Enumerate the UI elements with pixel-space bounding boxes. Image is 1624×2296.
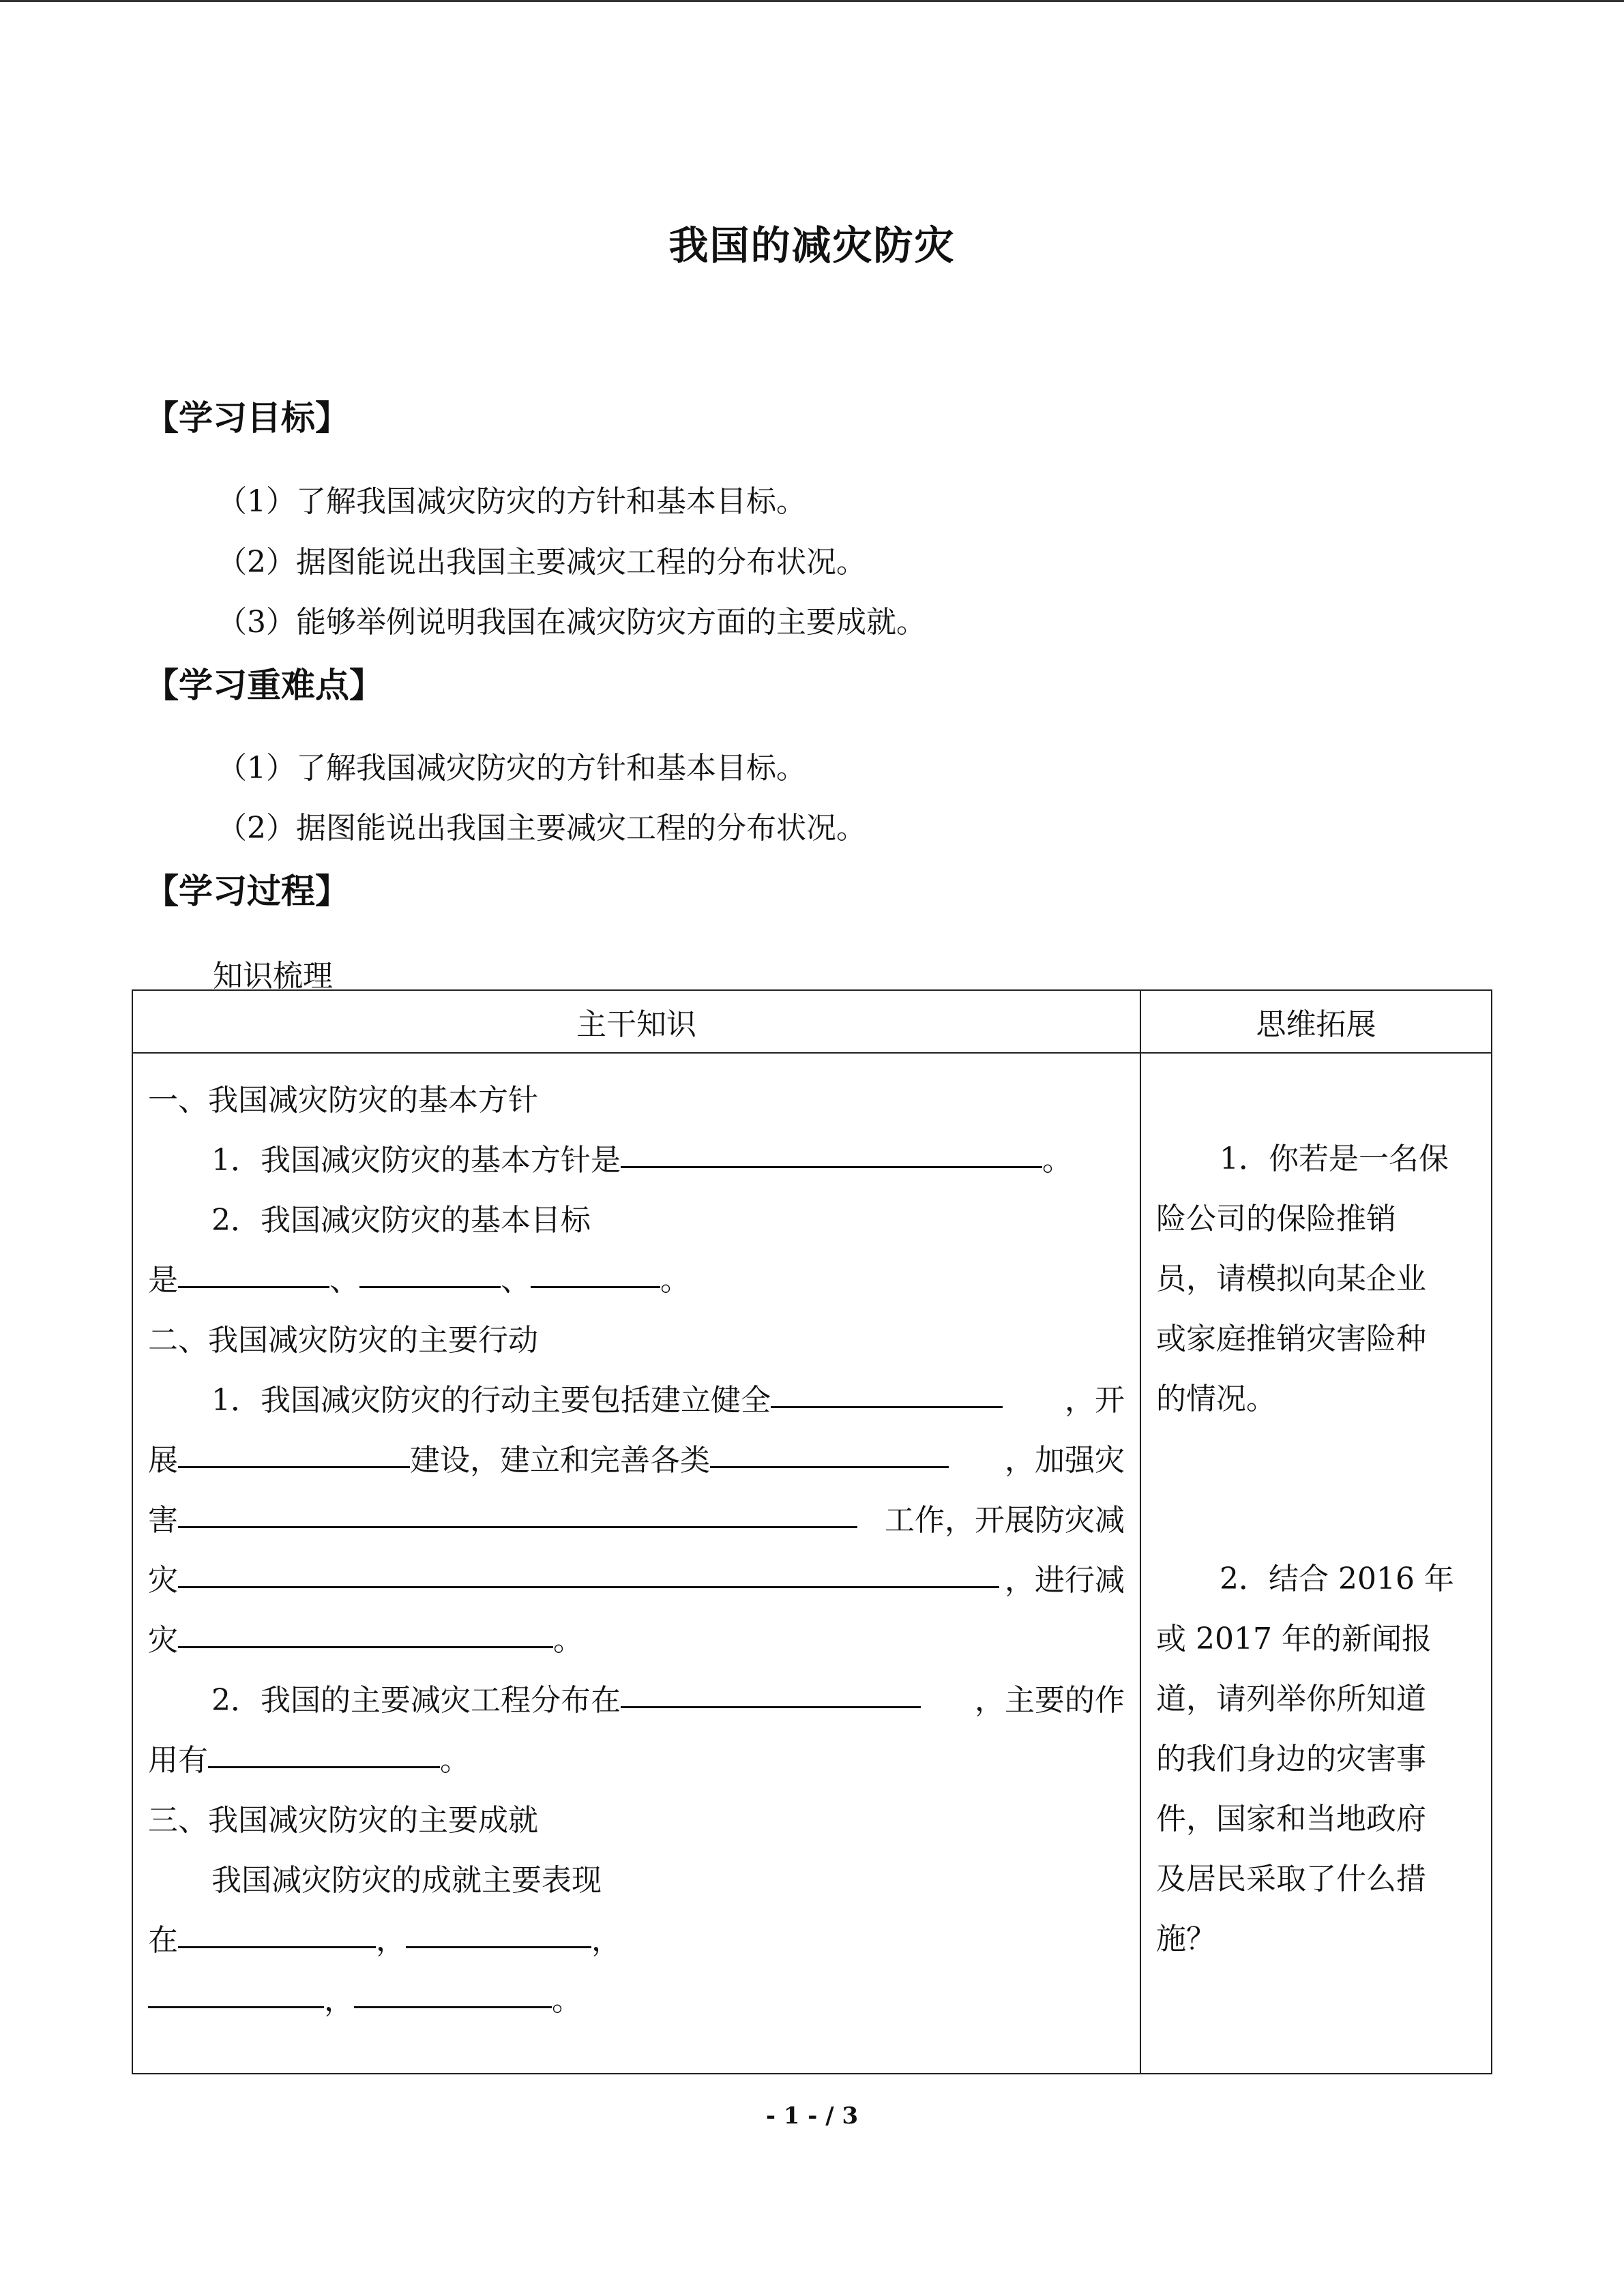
text-line: 灾 ，进行减 bbox=[148, 1551, 1125, 1611]
fill-blank[interactable] bbox=[208, 1731, 440, 1768]
question-2-line: 施？ bbox=[1156, 1922, 1216, 1956]
thinking-extension-cell bbox=[1140, 1053, 1492, 2074]
text-line: 2．我国的主要减灾工程分布在 ，主要的作 bbox=[148, 1671, 1125, 1731]
text-line: 1．我国减灾防灾的行动主要包括建立健全 ，开 bbox=[148, 1371, 1125, 1431]
fill-blank[interactable] bbox=[178, 1911, 376, 1948]
main-knowledge-cell bbox=[132, 1053, 1140, 2074]
header-main-knowledge: 主干知识 bbox=[132, 990, 1140, 1053]
question-1-line: 1．你若是一名保 bbox=[1220, 1142, 1449, 1176]
text-line: 我国减灾防灾的成就主要表现 bbox=[211, 1863, 602, 1898]
question-2-line: 2．结合 2016 年 bbox=[1220, 1562, 1454, 1596]
page-number: - 1 - / 3 bbox=[765, 2102, 859, 2130]
text-line: 1．我国减灾防灾的基本方针是 。 bbox=[148, 1131, 1125, 1191]
text-line: ， 。 bbox=[148, 1971, 1125, 2031]
fill-blank[interactable] bbox=[531, 1251, 660, 1288]
fill-blank[interactable] bbox=[406, 1911, 591, 1948]
fill-blank[interactable] bbox=[710, 1431, 949, 1468]
fill-blank[interactable] bbox=[178, 1611, 553, 1648]
fill-blank[interactable] bbox=[148, 1971, 324, 2008]
objective-item: （2）据图能说出我国主要减灾工程的分布状况。 bbox=[217, 545, 866, 580]
fill-blank[interactable] bbox=[621, 1131, 1042, 1168]
objective-item: （3）能够举例说明我国在减灾防灾方面的主要成就。 bbox=[217, 605, 926, 640]
text-line: 展 建设，建立和完善各类 ，加强灾 bbox=[148, 1431, 1125, 1491]
fill-blank[interactable] bbox=[178, 1251, 329, 1288]
question-2-line: 的我们身边的灾害事 bbox=[1156, 1742, 1426, 1776]
question-2-line: 道，请列举你所知道 bbox=[1156, 1682, 1426, 1716]
knowledge-review-label: 知识梳理 bbox=[213, 959, 333, 994]
text-line: 害 工作，开展防灾减 bbox=[148, 1491, 1125, 1551]
section-heading: 三、我国减灾防灾的主要成就 bbox=[148, 1803, 538, 1838]
question-1-line: 的情况。 bbox=[1156, 1382, 1276, 1416]
header-thinking-extension: 思维拓展 bbox=[1140, 990, 1492, 1053]
question-1-line: 或家庭推销灾害险种 bbox=[1156, 1322, 1426, 1356]
section-heading: 二、我国减灾防灾的主要行动 bbox=[148, 1323, 538, 1358]
process-heading: 【学习过程】 bbox=[145, 871, 349, 911]
fill-blank[interactable] bbox=[178, 1551, 999, 1588]
key-point-item: （2）据图能说出我国主要减灾工程的分布状况。 bbox=[217, 811, 866, 846]
question-2-line: 或 2017 年的新闻报 bbox=[1156, 1622, 1432, 1656]
key-points-heading: 【学习重难点】 bbox=[145, 665, 383, 705]
text-line: 2．我国减灾防灾的基本目标 bbox=[211, 1203, 591, 1238]
objective-item: （1）了解我国减灾防灾的方针和基本目标。 bbox=[217, 484, 806, 519]
fill-blank[interactable] bbox=[178, 1431, 410, 1468]
question-2-line: 及居民采取了什么措 bbox=[1156, 1862, 1426, 1896]
text-line: 用有 。 bbox=[148, 1731, 1125, 1791]
question-1-line: 险公司的保险推销 bbox=[1156, 1202, 1396, 1236]
objectives-heading: 【学习目标】 bbox=[145, 398, 349, 438]
key-point-item: （1）了解我国减灾防灾的方针和基本目标。 bbox=[217, 751, 806, 786]
fill-blank[interactable] bbox=[771, 1371, 1003, 1408]
page-title: 我国的减灾防灾 bbox=[668, 222, 956, 269]
fill-blank[interactable] bbox=[359, 1251, 501, 1288]
fill-blank[interactable] bbox=[354, 1971, 552, 2008]
question-2-line: 件，国家和当地政府 bbox=[1156, 1802, 1426, 1836]
fill-blank[interactable] bbox=[621, 1671, 921, 1708]
text-line: 是 、 、 。 bbox=[148, 1251, 1125, 1311]
fill-blank[interactable] bbox=[178, 1491, 857, 1528]
text-line: 在 ， ， bbox=[148, 1911, 1125, 1971]
text-line: 灾 。 bbox=[148, 1611, 1125, 1671]
question-1-line: 员，请模拟向某企业 bbox=[1156, 1262, 1426, 1296]
knowledge-table bbox=[132, 989, 1492, 2074]
section-heading: 一、我国减灾防灾的基本方针 bbox=[148, 1083, 538, 1118]
